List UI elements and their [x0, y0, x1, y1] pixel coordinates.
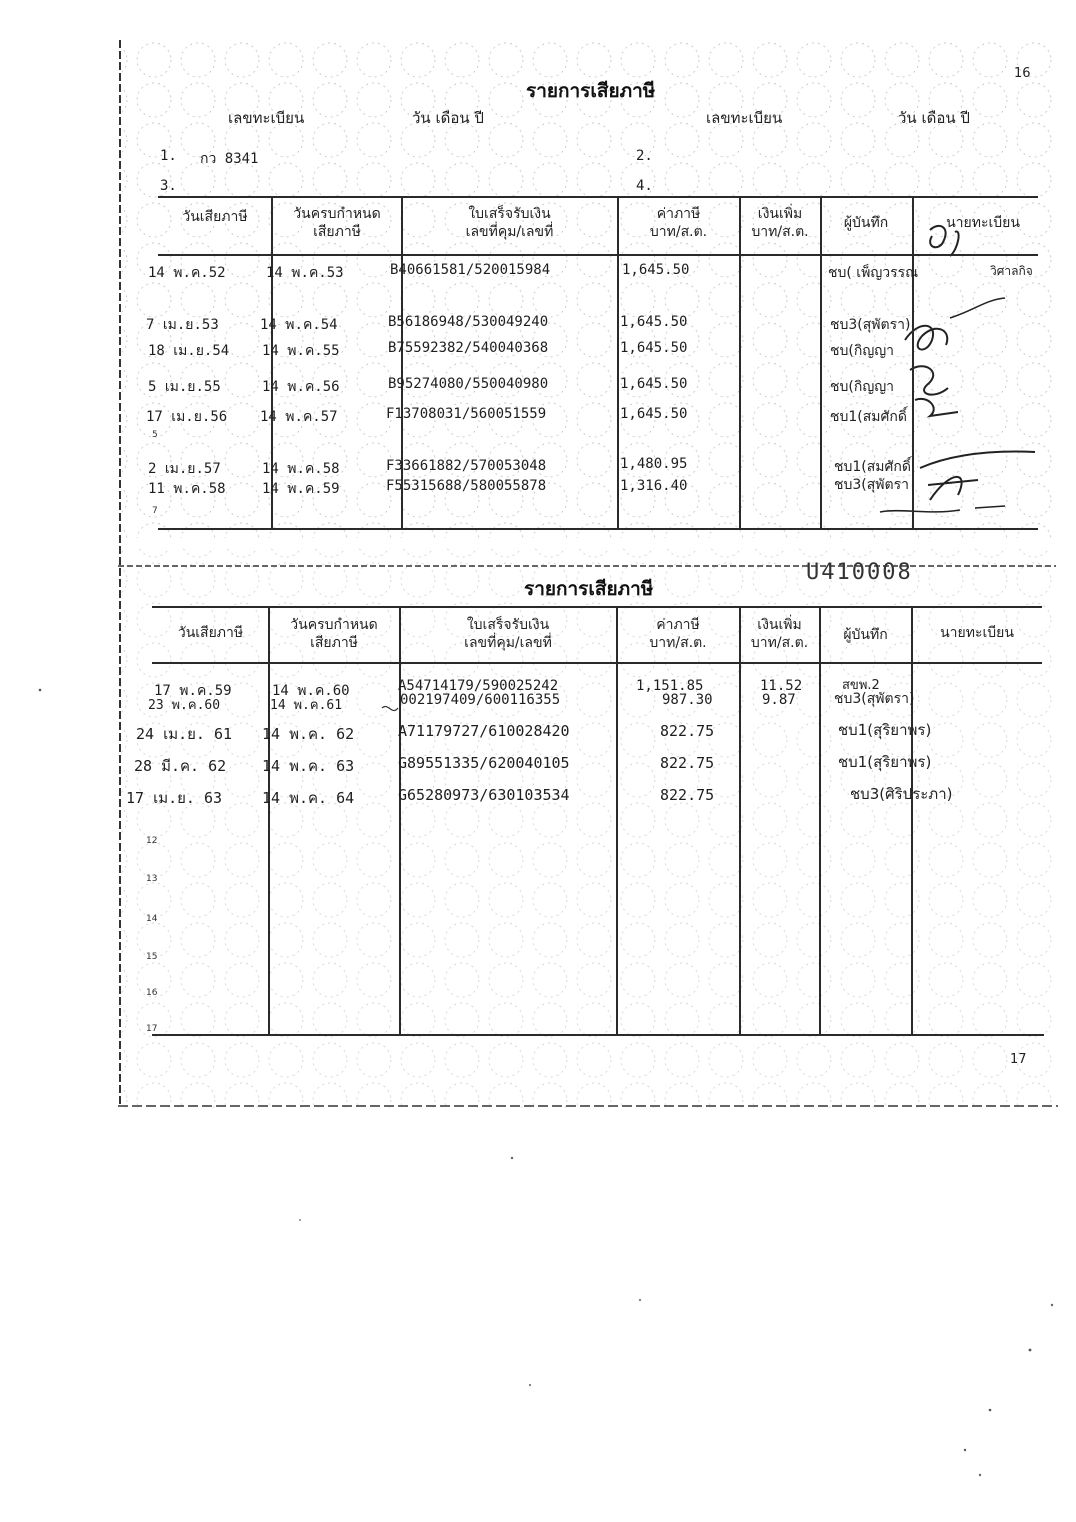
recorder-name: ชบ1(สุริยาพร): [838, 721, 932, 739]
receipt-number: B40661581/520015984: [390, 262, 551, 278]
receipt-number: F55315688/580055878: [386, 478, 547, 494]
receipt-number: B95274080/550040980: [388, 376, 549, 392]
tax-amount: 1,645.50: [620, 314, 688, 330]
column-header: ค่าภาษี บาท/ส.ต.: [649, 206, 708, 240]
recorder-name: ชบ(กิญญา: [830, 379, 895, 395]
due-date: 14 พ.ค. 62: [262, 725, 355, 743]
recorder-name: ชบ3(สุพัตรา: [834, 477, 910, 493]
receipt-number: F13708031/560051559: [386, 406, 547, 422]
date-header-left: วัน เดือน ปี: [412, 109, 484, 127]
recorder-name: ชบ3(สุพัตรา): [834, 691, 915, 707]
receipt-number: 002197409/600116355: [400, 692, 561, 708]
row-number: 16: [146, 988, 158, 998]
receipt-number: B75592382/540040368: [388, 340, 549, 356]
column-header: เงินเพิ่ม บาท/ส.ต.: [751, 206, 809, 240]
section-title: รายการเสียภาษี: [526, 80, 656, 102]
recorder-name: ชบ1(สมศักดิ์: [830, 409, 907, 425]
due-date: 14 พ.ค.61: [270, 698, 343, 713]
paid-date: 2 เม.ย.57: [148, 461, 221, 477]
page-number: 16: [1014, 66, 1031, 81]
tax-amount: 822.75: [660, 754, 715, 772]
column-header: นายทะเบียน: [946, 215, 1020, 231]
reg-num: 2.: [636, 148, 653, 164]
surcharge-amount: 9.87: [762, 692, 796, 708]
paid-date: 24 เม.ย. 61: [136, 725, 233, 743]
tax-amount: 1,151.85: [636, 678, 704, 694]
recorder-name: ชบ3(สุพัตรา): [830, 317, 911, 333]
reg-header-left: เลขทะเบียน: [228, 109, 305, 127]
paid-date: 18 เม.ย.54: [148, 343, 230, 359]
tax-amount: 987.30: [662, 692, 713, 708]
due-date: 14 พ.ค.60: [272, 683, 350, 699]
registrar-name: วิศาลกิจ: [990, 264, 1033, 278]
section-title: รายการเสียภาษี: [524, 578, 654, 600]
paid-date: 17 พ.ค.59: [154, 683, 232, 699]
column-header: ค่าภาษี บาท/ส.ต.: [649, 617, 707, 651]
row-number: 14: [146, 914, 158, 924]
receipt-number: A71179727/610028420: [398, 722, 570, 740]
tax-amount: 1,480.95: [620, 456, 688, 472]
paid-date: 17 เม.ย.56: [146, 409, 228, 425]
reg-num: 4.: [636, 178, 653, 194]
due-date: 14 พ.ค. 63: [262, 757, 355, 775]
recorder-name: ชบ1(สุริยาพร): [838, 753, 932, 771]
tax-amount: 822.75: [660, 722, 715, 740]
date-header-right: วัน เดือน ปี: [898, 109, 970, 127]
due-date: 14 พ.ค.55: [262, 343, 340, 359]
column-header: ใบเสร็จรับเงิน เลขที่คุม/เลขที่: [464, 617, 552, 651]
column-header: วันครบกำหนด เสียภาษี: [293, 206, 381, 240]
receipt-number: G65280973/630103534: [398, 786, 570, 804]
recorder-name: ชบ1(สมศักดิ์: [834, 459, 911, 475]
paid-date: 7 เม.ย.53: [146, 317, 219, 333]
column-header: วันครบกำหนด เสียภาษี: [290, 617, 378, 651]
paid-date: 5 เม.ย.55: [148, 379, 221, 395]
receipt-number: F33661882/570053048: [386, 458, 547, 474]
paid-date: 14 พ.ค.52: [148, 265, 226, 281]
surcharge-amount: 11.52: [760, 678, 803, 694]
row-number: 7: [152, 506, 158, 516]
row-number: 15: [146, 952, 158, 962]
recorder-name: ชบ( เพ็ญวรรณ: [828, 265, 919, 281]
row-number: 17: [146, 1024, 158, 1034]
column-header: วันเสียภาษี: [182, 209, 248, 225]
due-date: 14 พ.ค.57: [260, 409, 338, 425]
row-number: 12: [146, 836, 158, 846]
receipt-number: A54714179/590025242: [398, 678, 559, 694]
recorder-name: สขพ.2: [842, 678, 880, 693]
column-header: ผู้บันทึก: [843, 627, 888, 643]
reg-num: 1.: [160, 148, 177, 164]
reg-header-right: เลขทะเบียน: [706, 109, 783, 127]
recorder-name: ชบ3(ศิริประภา): [850, 785, 953, 803]
tax-amount: 1,645.50: [620, 406, 688, 422]
tax-amount: 1,645.50: [620, 340, 688, 356]
due-date: 14 พ.ค.56: [262, 379, 340, 395]
row-number: 13: [146, 874, 158, 884]
reg-num: 3.: [160, 178, 177, 194]
due-date: 14 พ.ค.53: [266, 265, 344, 281]
receipt-number: B56186948/530049240: [388, 314, 549, 330]
stamp-number: U410008: [806, 560, 913, 585]
tax-amount: 1,645.50: [620, 376, 688, 392]
column-header: ผู้บันทึก: [843, 215, 889, 231]
recorder-name: ชบ(กิญญา: [830, 343, 895, 359]
reg-value: กว 8341: [200, 151, 259, 167]
column-header: วันเสียภาษี: [177, 625, 244, 641]
tax-amount: 822.75: [660, 786, 715, 804]
paid-date: 28 มี.ค. 62: [134, 757, 227, 775]
column-header: เงินเพิ่ม บาท/ส.ต.: [750, 617, 809, 651]
column-header: ใบเสร็จรับเงิน เลขที่คุม/เลขที่: [465, 206, 554, 240]
paid-date: 17 เม.ย. 63: [126, 789, 223, 807]
page-number: 17: [1010, 1052, 1027, 1067]
due-date: 14 พ.ค.58: [262, 461, 340, 477]
due-date: 14 พ.ค.59: [262, 481, 340, 497]
due-date: 14 พ.ค. 64: [262, 789, 355, 807]
receipt-number: G89551335/620040105: [398, 754, 570, 772]
paid-date: 23 พ.ค.60: [148, 698, 221, 713]
due-date: 14 พ.ค.54: [260, 317, 338, 333]
tax-amount: 1,645.50: [622, 262, 690, 278]
tax-amount: 1,316.40: [620, 478, 688, 494]
column-header: นายทะเบียน: [940, 625, 1014, 641]
paid-date: 11 พ.ค.58: [148, 481, 226, 497]
row-number: 5: [152, 430, 158, 440]
